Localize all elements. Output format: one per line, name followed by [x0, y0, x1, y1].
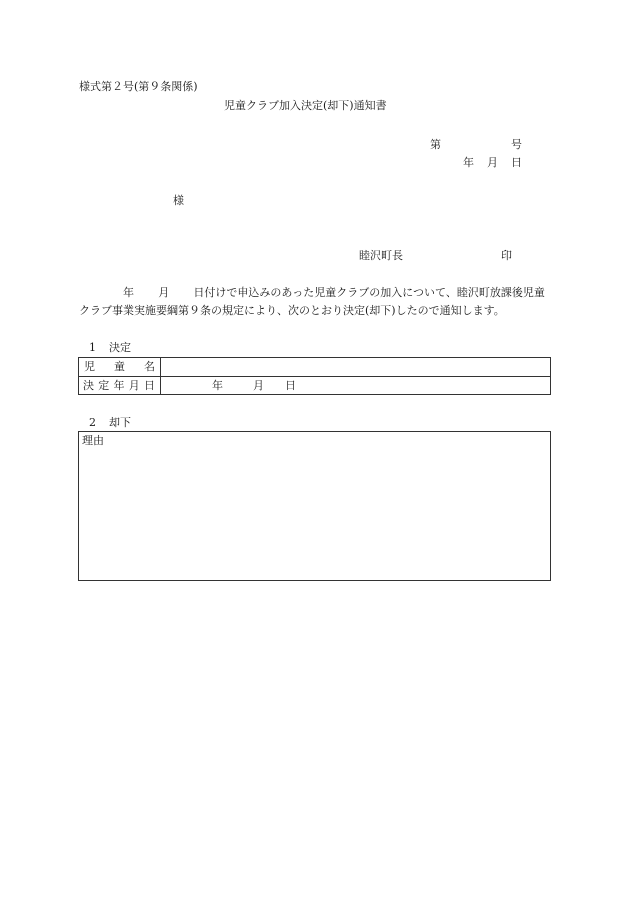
decision-date-day: 日 — [285, 379, 296, 392]
body-month: 月 — [158, 286, 170, 299]
document-number-prefix: 第 — [430, 138, 441, 151]
section-number: 2 — [89, 416, 96, 429]
table-row-decision-date — [79, 376, 550, 394]
decision-date-month: 月 — [253, 379, 264, 392]
form-number-label: 様式第２号(第９条関係) — [79, 80, 198, 93]
section-decision-heading — [79, 341, 131, 354]
issue-date-day: 日 — [511, 156, 522, 169]
issue-date-year: 年 — [463, 156, 474, 169]
sender-title: 睦沢町長 — [359, 249, 403, 262]
section-number: 1 — [89, 341, 96, 354]
rejection-reason-box[interactable] — [78, 431, 551, 581]
document-number-suffix: 号 — [511, 138, 522, 151]
section-title: 決定 — [109, 341, 131, 354]
label-decision-date: 決 定 年 月 日 — [79, 377, 161, 394]
issue-date-month: 月 — [487, 156, 498, 169]
body-text: 日付けで申込みのあった児童クラブの加入について、睦沢町放課後児童クラブ事業実施要綱第９条の規定により、次のとおり決定(却下)したので通知します。 — [79, 286, 545, 317]
reason-label: 理由 — [82, 434, 104, 447]
section-rejection-heading — [79, 416, 131, 429]
child-name-field[interactable] — [161, 358, 550, 376]
decision-date-field[interactable] — [161, 377, 550, 394]
seal-mark: 印 — [501, 249, 512, 262]
section-title: 却下 — [109, 416, 131, 429]
document-title: 児童クラブ加入決定(却下)通知書 — [224, 99, 387, 112]
table-row-child-name — [79, 358, 550, 376]
recipient-honorific: 様 — [173, 194, 184, 207]
body-year: 年 — [123, 286, 134, 299]
decision-date-year: 年 — [212, 379, 223, 392]
label-child-name: 児 童 名 — [79, 358, 161, 376]
decision-table — [78, 357, 551, 395]
body-paragraph — [79, 284, 551, 320]
